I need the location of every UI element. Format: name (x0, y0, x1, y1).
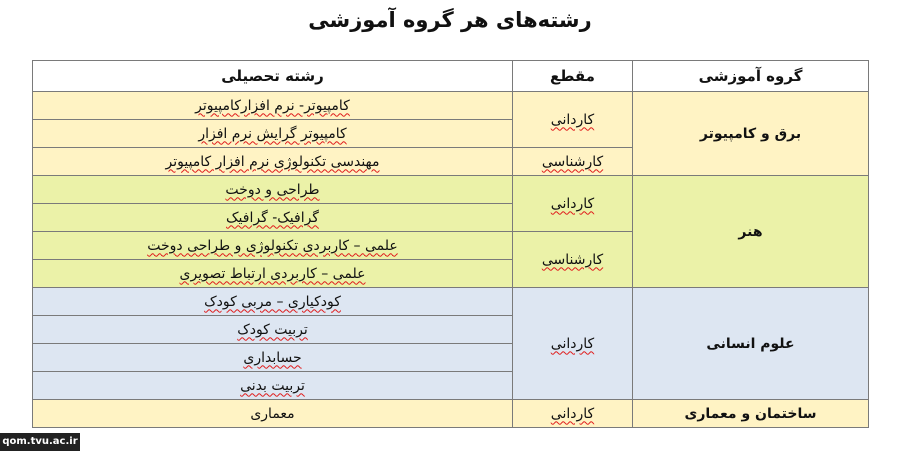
level-cell: کارشناسی (513, 148, 633, 176)
group-cell: علوم انسانی (633, 288, 869, 400)
page-title: رشته‌های هر گروه آموزشی (308, 8, 592, 32)
level-cell: کاردانی (513, 400, 633, 428)
field-cell: کامپیوتر گرایش نرم افزار (33, 120, 513, 148)
group-cell: برق و کامپیوتر (633, 92, 869, 176)
level-cell: کاردانی (513, 176, 633, 232)
site-watermark: qom.tvu.ac.ir (0, 433, 80, 451)
field-cell: تربیت بدنی (33, 372, 513, 400)
level-cell: کاردانی (513, 288, 633, 400)
field-cell: طراحی و دوخت (33, 176, 513, 204)
group-cell: ساختمان و معماری (633, 400, 869, 428)
header-group: گروه آموزشی (633, 61, 869, 92)
field-cell: کودکیاری – مربی کودک (33, 288, 513, 316)
field-cell: مهندسی تکنولوژی نرم افزار کامپیوتر (33, 148, 513, 176)
table-row (33, 400, 869, 428)
header-row (33, 61, 869, 92)
table-row (33, 92, 869, 120)
header-level: مقطع (513, 61, 633, 92)
field-cell: گرافیک- گرافیک (33, 204, 513, 232)
group-cell: هنر (633, 176, 869, 288)
field-cell: علمی – کاربردی ارتباط تصویری (33, 260, 513, 288)
field-cell: کامپیوتر- نرم افزارکامپیوتر (33, 92, 513, 120)
field-cell: حسابداری (33, 344, 513, 372)
field-cell: علمی – کاربردی تکنولوژی و طراحی دوخت (33, 232, 513, 260)
table-row (33, 176, 869, 204)
majors-table (32, 60, 869, 428)
level-cell: کاردانی (513, 92, 633, 148)
header-field: رشته تحصیلی (33, 61, 513, 92)
field-cell: تربیت کودک (33, 316, 513, 344)
field-cell: معماری (33, 400, 513, 428)
table-row (33, 288, 869, 316)
level-cell: کارشناسی (513, 232, 633, 288)
